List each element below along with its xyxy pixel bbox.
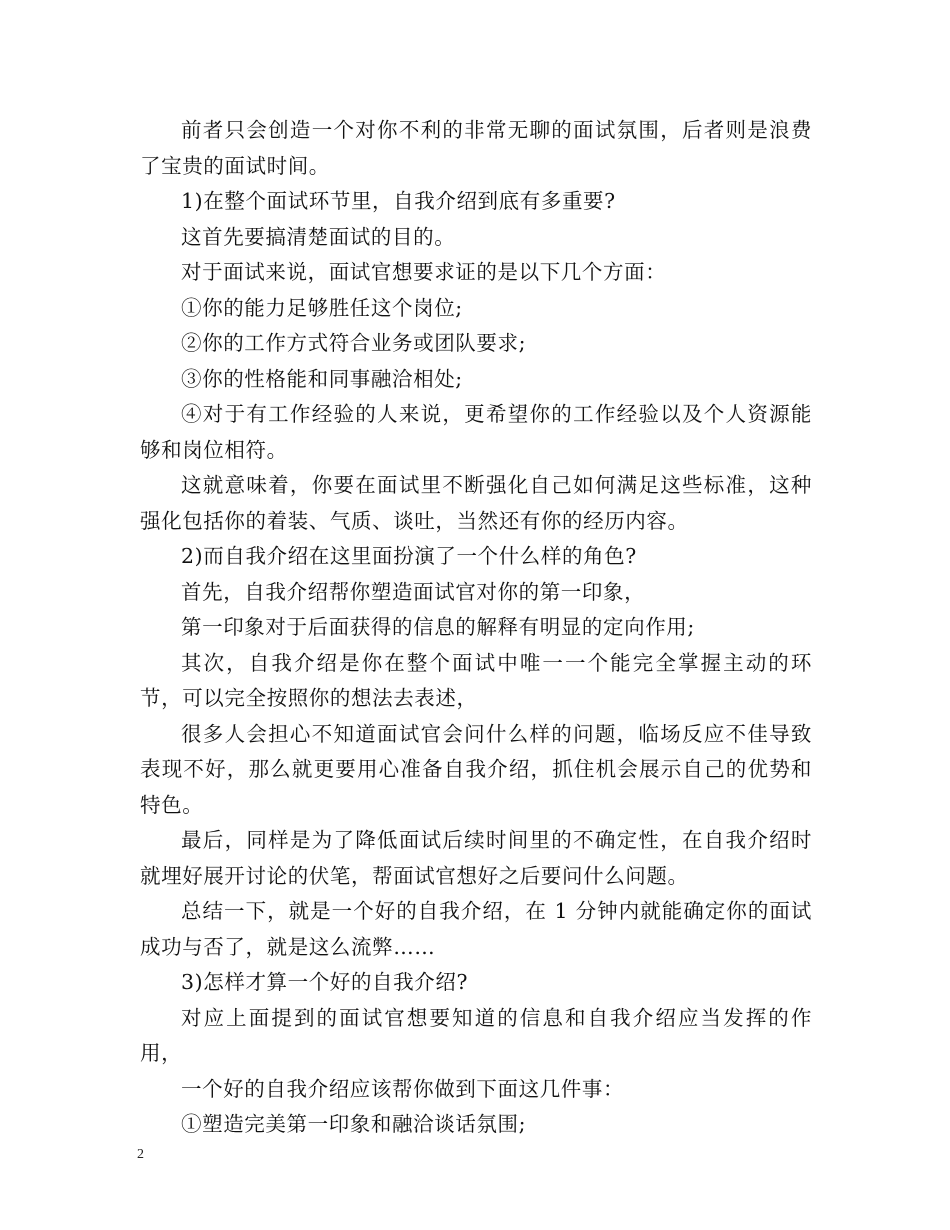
paragraph-20: ①塑造完美第一印象和融洽谈话氛围; — [181, 1112, 527, 1136]
paragraph-3: 这首先要搞清楚面试的目的。 — [181, 224, 456, 249]
paragraph-16: 总结一下，就是一个好的自我介绍，在 1 分钟内就能确定你的面试成功与否了，就是这么流弊…… — [140, 899, 812, 959]
paragraph-4: 对于面试来说，面试官想要求证的是以下几个方面： — [181, 260, 667, 284]
paragraph-9: 这就意味着，你要在面试里不断强化自己如何满足这些标准，这种强化包括你的着装、气质、谈吐，当然还有你的经历内容。 — [140, 473, 812, 533]
paragraph-19: 一个好的自我介绍应该帮你做到下面这几件事： — [181, 1076, 625, 1101]
paragraph-11: 首先，自我介绍帮你塑造面试官对你的第一印象， — [181, 579, 646, 604]
body-text — [140, 113, 812, 1143]
paragraph-17: 3)怎样才算一个好的自我介绍? — [181, 970, 469, 994]
paragraph-13: 其次，自我介绍是你在整个面试中唯一一个能完全掌握主动的环节，可以完全按照你的想法去表述， — [140, 650, 812, 710]
paragraph-18: 对应上面提到的面试官想要知道的信息和自我介绍应当发挥的作用， — [140, 1005, 812, 1065]
paragraph-15: 最后，同样是为了降低面试后续时间里的不确定性，在自我介绍时就埋好展开讨论的伏笔，帮面试官想好之后要问什么问题。 — [140, 828, 812, 888]
paragraph-5: ①你的能力足够胜任这个岗位; — [181, 295, 463, 320]
paragraph-1: 前者只会创造一个对你不利的非常无聊的面试氛围，后者则是浪费了宝贵的面试时间。 — [140, 118, 812, 178]
paragraph-14: 很多人会担心不知道面试官会问什么样的问题，临场反应不佳导致表现不好，那么就更要用心准备自我介绍，抓住机会展示自己的优势和特色。 — [140, 721, 812, 817]
paragraph-12: 第一印象对于后面获得的信息的解释有明显的定向作用; — [181, 615, 695, 639]
page-number: 2 — [137, 1147, 144, 1162]
paragraph-6: ②你的工作方式符合业务或团队要求; — [181, 331, 527, 355]
paragraph-10: 2)而自我介绍在这里面扮演了一个什么样的角色? — [181, 544, 637, 568]
paragraph-7: ③你的性格能和同事融洽相处; — [181, 366, 463, 391]
paragraph-8: ④对于有工作经验的人来说，更希望你的工作经验以及个人资源能够和岗位相符。 — [140, 402, 812, 462]
paragraph-2: 1)在整个面试环节里，自我介绍到底有多重要? — [181, 189, 616, 213]
